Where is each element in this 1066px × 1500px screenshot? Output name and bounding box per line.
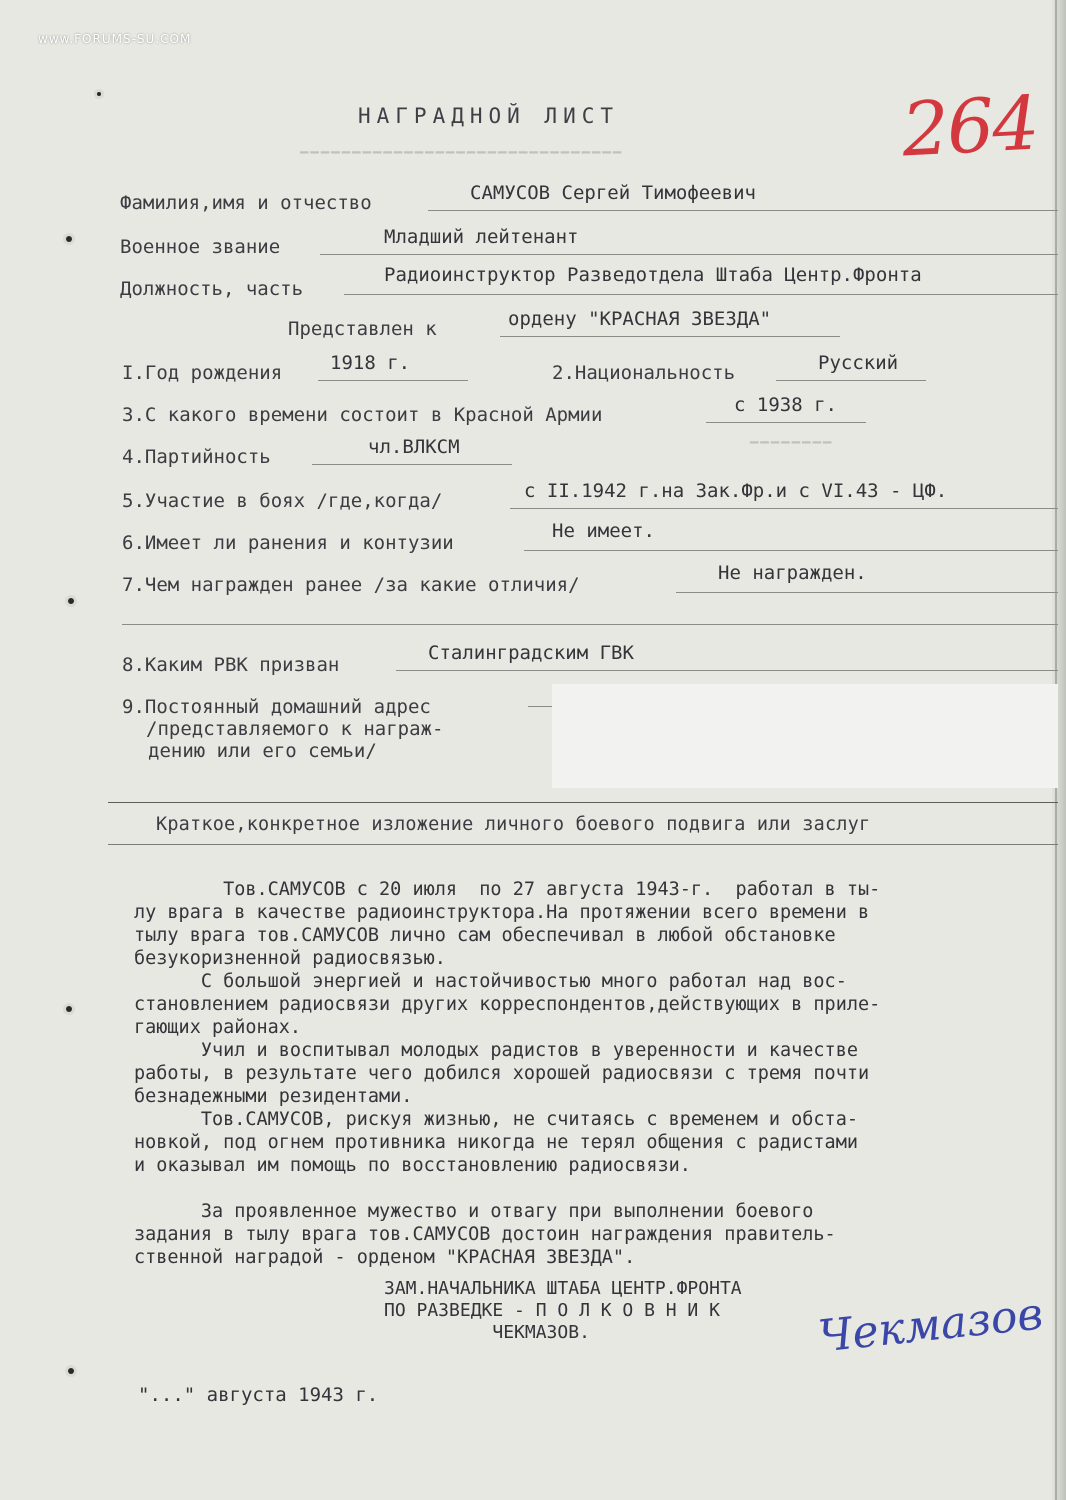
battles-underline <box>510 508 1058 509</box>
rvk-underline <box>396 670 1058 671</box>
document-title: НАГРАДНОЙ ЛИСТ <box>358 104 620 128</box>
presented-label: Представлен к <box>288 318 437 340</box>
name-label: Фамилия,имя и отчество <box>120 192 372 214</box>
punch-hole <box>97 92 101 96</box>
rank-label: Военное звание <box>120 236 281 258</box>
wounds-label: 6.Имеет ли ранения и контузии <box>122 532 454 554</box>
address-redaction <box>552 684 1058 788</box>
army-since-value: с 1938 г. <box>734 394 837 416</box>
faint-offset-text: ▁▁▁▁▁▁▁▁ <box>750 428 834 444</box>
summary-title-underline <box>108 844 1058 845</box>
section-separator <box>108 802 1058 803</box>
army-since-underline <box>706 422 866 423</box>
wounds-value: Не имеет. <box>552 520 655 542</box>
handwritten-signature: Чекмазов <box>815 1288 1046 1363</box>
rank-value: Младший лейтенант <box>384 226 579 248</box>
presented-value: ордену "КРАСНАЯ ЗВЕЗДА" <box>508 308 772 330</box>
prior-awards-value: Не награжден. <box>718 562 867 584</box>
address-label-line2: /представляемого к награж- <box>146 718 444 740</box>
presented-underline <box>500 336 840 337</box>
army-since-label: 3.С какого времени состоит в Красной Армии <box>122 404 603 426</box>
position-value: Радиоинструктор Разведотдела Штаба Центр.Фронта <box>384 264 922 286</box>
site-watermark: www.FORUMS-SU.COM <box>38 32 192 46</box>
wounds-underline <box>524 550 1058 551</box>
birth-year-value: 1918 г. <box>330 352 411 374</box>
punch-hole <box>66 236 72 242</box>
birth-year-label: I.Год рождения <box>122 362 283 384</box>
name-underline <box>428 210 1058 211</box>
summary-body-text: Тов.САМУСОВ с 20 июля по 27 августа 1943-г. работал в ты- лу врага в качестве радиоинструктора.На протяжении всего времени в тылу врага тов.САМУСОВ лично сам обеспечивал в любой обстановке безукоризненной радиосвязью. С большой энергией и настойчивостью много работал над вос- становлением радиосвязи других корреспондентов,действующих в приле- гающих районах. Учил и воспитывал молодых радистов в уверенности и качестве работы, в результате чего добился хорошей радиосвязи с тремя почти безнадежными резидентами. Тов.САМУСОВ, рискуя жизнью, не считаясь с временем и обста- новкой, под огнем противника никогда не терял общения с радистами и оказывал им помощь по восстановлению радиосвязи. За проявленное мужество и отвагу при выполнении боевого задания в тылу врага тов.САМУСОВ достоин награждения правитель- ственной наградой - орденом "КРАСНАЯ ЗВЕЗДА". <box>134 879 881 1268</box>
document-date: "..." августа 1943 г. <box>138 1384 379 1406</box>
punch-hole <box>68 598 74 604</box>
party-label: 4.Партийность <box>122 446 271 468</box>
prior-awards-underline <box>676 592 1058 593</box>
prior-awards-second-line <box>122 624 1058 625</box>
party-underline <box>312 464 512 465</box>
rvk-value: Сталинградским ГВК <box>428 642 634 664</box>
faint-offset-text: ▁▁▁▁▁▁▁▁▁▁▁▁▁▁▁▁▁▁▁▁▁▁▁▁▁▁▁▁▁▁▁ <box>300 138 624 154</box>
birth-year-underline <box>318 380 468 381</box>
party-value: чл.ВЛКСМ <box>368 436 460 458</box>
punch-hole <box>66 1006 72 1012</box>
nationality-underline <box>776 380 926 381</box>
name-value: САМУСОВ Сергей Тимофеевич <box>470 182 756 204</box>
battles-value: с II.1942 г.на Зак.Фр.и с VI.43 - ЦФ. <box>524 480 948 502</box>
punch-hole <box>68 1368 74 1374</box>
rank-underline <box>320 254 1058 255</box>
handwritten-sheet-number: 264 <box>899 80 1040 174</box>
position-underline <box>344 294 1058 295</box>
address-label-line3: дению или его семьи/ <box>148 740 377 762</box>
signature-block: ЗАМ.НАЧАЛЬНИКА ШТАБА ЦЕНТР.ФРОНТА ПО РАЗВЕДКЕ - П О Л К О В Н И К ЧЕКМАЗОВ. <box>384 1278 742 1343</box>
prior-awards-label: 7.Чем награжден ранее /за какие отличия/ <box>122 574 580 596</box>
summary-title: Краткое,конкретное изложение личного боевого подвига или заслуг <box>156 814 871 835</box>
address-label-line1: 9.Постоянный домашний адрес <box>122 696 431 718</box>
rvk-label: 8.Каким РВК призван <box>122 654 340 676</box>
nationality-label: 2.Национальность <box>552 362 736 384</box>
battles-label: 5.Участие в боях /где,когда/ <box>122 490 443 512</box>
nationality-value: Русский <box>818 352 899 374</box>
position-label: Должность, часть <box>120 278 304 300</box>
